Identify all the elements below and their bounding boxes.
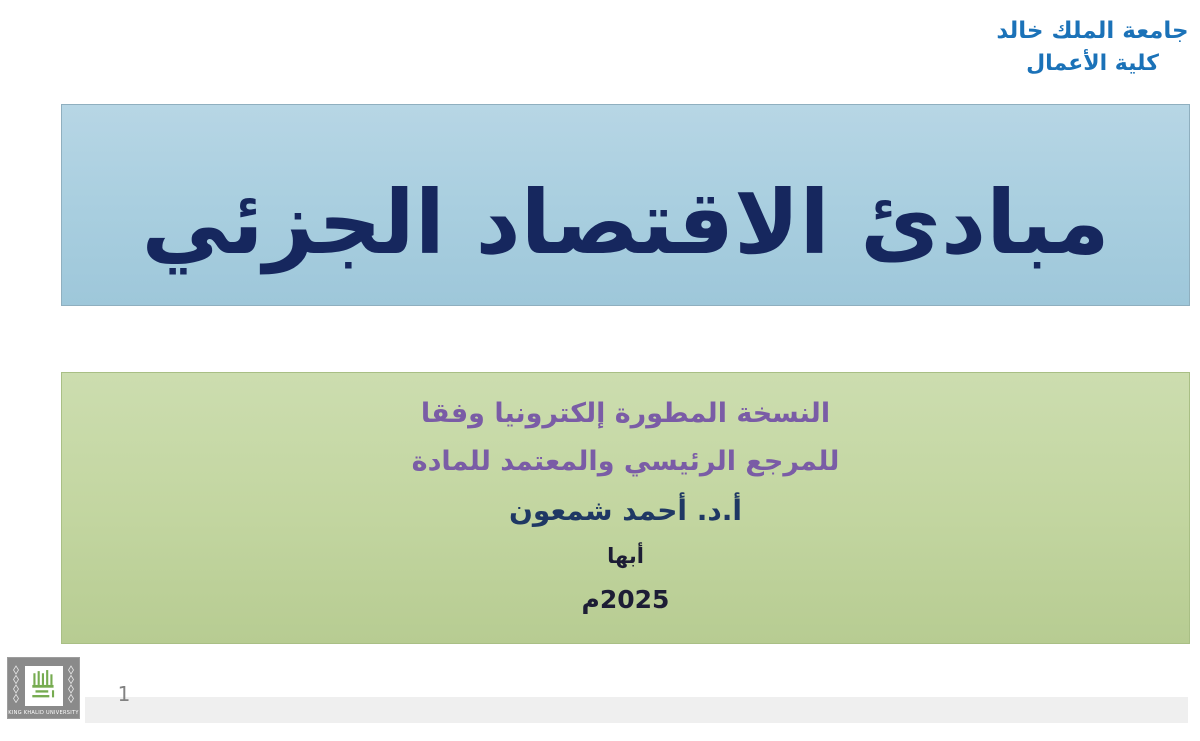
logo-caption: KING KHALID UNIVERSITY bbox=[8, 710, 79, 716]
title-banner bbox=[61, 104, 1190, 306]
info-box bbox=[61, 372, 1190, 644]
logo-ornament-left-icon bbox=[12, 665, 20, 703]
year-text: 2025م bbox=[581, 585, 670, 614]
author-name: أ.د. أحمد شمعون bbox=[508, 494, 743, 527]
logo-ornament-right-icon bbox=[67, 665, 75, 703]
logo-emblem-icon bbox=[25, 666, 63, 706]
logo-crest-icon bbox=[40, 659, 48, 665]
city-name: أبها bbox=[607, 544, 644, 568]
page-number: 1 bbox=[117, 682, 131, 706]
edition-line-1: النسخة المطورة إلكترونيا وفقا bbox=[420, 398, 831, 429]
college-name: كلية الأعمال bbox=[1026, 51, 1159, 76]
university-name: جامعة الملك خالد bbox=[996, 18, 1189, 44]
university-header bbox=[995, 14, 1190, 80]
footer-bar bbox=[85, 697, 1188, 723]
edition-line-2: للمرجع الرئيسي والمعتمد للمادة bbox=[411, 446, 840, 477]
university-logo bbox=[7, 657, 80, 719]
slide-title: مبادئ الاقتصاد الجزئي bbox=[141, 170, 1110, 274]
